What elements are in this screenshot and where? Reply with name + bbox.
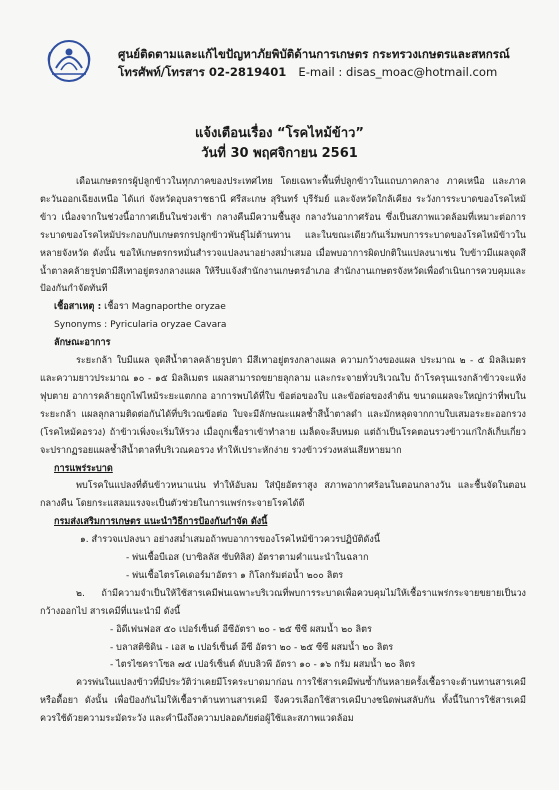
document-date: วันที่ 30 พฤศจิกายน 2561 bbox=[201, 146, 358, 161]
symptoms-heading: ลักษณะอาการ bbox=[54, 338, 111, 349]
synonyms-line: Synonyms : Pyricularia oryzae Cavara bbox=[54, 320, 227, 331]
chemical-item-2: - บลาสติซิดิน - เอส ๒ เปอร์เซ็นต์ อีซี อัตรา ๒๐ - ๒๕ ซีซี ผสมน้ำ ๒๐ ลิตร bbox=[110, 642, 394, 653]
pathogen-label: เชื้อสาเหตุ : bbox=[54, 302, 102, 313]
advice-item-1b: - พ่นเชื้อไตรโคเดอร์มาอัตรา ๑ กิโลกรัมต่อน้ำ ๒๐๐ ลิตร bbox=[126, 570, 344, 581]
ministry-logo-icon bbox=[44, 38, 94, 84]
closing-paragraph: ควรพ่นในแปลงข้าวที่มีประวัติว่าเคยมีโรคระบาดมาก่อน การใช้สารเคมีพ่นซ้ำกันหลายครั้งเชื้อราจะต้านทานสารเคมีหรือดื้อยา ดังนั้น เพื่อป้องกันไม่ให้เชื้อราต้านทานสารเคมี จึงควรเลือกใช้สารเคมีบางชนิดพ่นสลับกัน ทั้งนี้ในการใช้สารเคมีควรใช้ด้วยความระมัดระวัง และคำนึงถึงความปลอดภัยต่อผู้ใช้และสภาพแวดล้อม bbox=[40, 678, 526, 725]
advice-heading: กรมส่งเสริมการเกษตร แนะนำวิธีการป้องกันกำจัด ดังนี้ bbox=[54, 517, 268, 528]
advice-item-2: ๒. ถ้ามีความจำเป็นให้ใช้สารเคมีพ่นเฉพาะบริเวณที่พบการระบาดเพื่อควบคุมไม่ให้เชื้อราแพร่กระจายขยายเป็นวงกว้างออกไป สารเคมีที่แนะนำมี ดังนี้ bbox=[40, 588, 526, 617]
pathogen-line bbox=[40, 299, 526, 317]
pathogen-value: เชื้อรา Magnaporthe oryzae bbox=[104, 302, 226, 313]
document-body bbox=[40, 174, 526, 729]
chemical-item-3: - ไตรไซคราโซล ๗๕ เปอร์เซ็นต์ ดับบลิวพี อัตรา ๑๐ - ๑๖ กรัม ผสมน้ำ ๒๐ ลิตร bbox=[110, 660, 416, 671]
spread-heading: การแพร่ระบาด bbox=[54, 463, 113, 474]
header-contact bbox=[118, 64, 497, 82]
intro-paragraph: เดือนเกษตรกรผู้ปลูกข้าวในทุกภาคของประเทศไทย โดยเฉพาะพื้นที่ปลูกข้าวในแถบภาคกลาง ภาคเหนือ และภาคตะวันออกเฉียงเหนือ ได้แก่ จังหวัดอุบลราชธานี ศรีสะเกษ สุรินทร์ บุรีรัมย์ และจังหวัดใกล้เคียง ระวังการระบาดของโรคไหม้ข้าว เนื่องจากในช่วงนี้อากาศเย็นในช่วงเช้า กลางคืนมีความชื้นสูง กลางวันอากาศร้อน ซึ่งเป็นสภาพแวดล้อมที่เหมาะต่อการระบาดของโรคไหม้ประกอบกับเกษตรกรปลูกข้าวพันธุ์ไม่ต้านทาน และในขณะเดียวกันเริ่มพบการระบาดของโรคไหม้ข้าวในหลายจังหวัด ดังนั้น ขอให้เกษตรกรหมั่นสำรวจแปลงนาอย่างสม่ำเสมอ เมื่อพบอาการผิดปกติในแปลงนาเช่น ใบข้าวมีแผลจุดสีน้ำตาลคล้ายรูปตามีสีเทาอยู่ตรงกลางแผล ให้รีบแจ้งสำนักงานเกษตรอำเภอ สำนักงานเกษตรจังหวัดเพื่อดำเนินการควบคุมและป้องกันกำจัดทันที bbox=[40, 177, 526, 295]
advice-item-1a: - พ่นเชื้อบีเอส (บาซิลลัส ซับทิลิส) อัตราตามคำแนะนำในฉลาก bbox=[126, 553, 369, 564]
spread-paragraph: พบโรคในแปลงที่ต้นข้าวหนาแน่น ทำให้อับลม ใส่ปุ๋ยอัตราสูง สภาพอากาศร้อนในตอนกลางวัน และชื้นจัดในตอนกลางคืน โดยกระแสลมแรงจะเป็นตัวช่วยในการแพร่กระจายโรคได้ดี bbox=[40, 481, 526, 510]
symptoms-paragraph: ระยะกล้า ใบมีแผล จุดสีน้ำตาลคล้ายรูปตา มีสีเทาอยู่ตรงกลางแผล ความกว้างของแผล ประมาณ ๒ - ๕ มิลลิเมตร และความยาวประมาณ ๑๐ - ๑๕ มิลลิเมตร แผลสามารถขยายลุกลาม และกระจายทั่วบริเวณใบ ถ้าโรครุนแรงกล้าข้าวจะแห้งฟุบตาย อาการคล้ายถูกไฟไหม้ระยะแตกกอ อาการพบได้ที่ใบ ข้อต่อของใบ และข้อต่อของลำต้น ขนาดแผลจะใหญ่กว่าที่พบในระยะกล้า แผลลุกลามติดต่อกันได้ที่บริเวณข้อต่อ ใบจะมีลักษณะแผลช้ำสีน้ำตาลดำ และมักหลุดจากกาบใบเสมอระยะออกรวง (โรคไหม้คอรวง) ถ้าข้าวเพิ่งจะเริ่มให้รวง เมื่อถูกเชื้อราเข้าทำลาย เมล็ดจะลีบหมด แต่ถ้าเป็นโรคตอนรวงข้าวแก่ใกล้เก็บเกี่ยว จะปรากฏรอยแผลช้ำสีน้ำตาลที่บริเวณคอรวง ทำให้เปราะหักง่าย รวงข้าวร่วงหล่นเสียหายมาก bbox=[40, 356, 526, 456]
header-phone: โทรศัพท์/โทรสาร 02-2819401 bbox=[118, 65, 287, 79]
header-email: E-mail : disas_moac@hotmail.com bbox=[298, 65, 498, 79]
advice-item-1: ๑. สำรวจแปลงนา อย่างสม่ำเสมอถ้าพบอาการของโรคไหม้ข้าวควรปฏิบัติดังนี้ bbox=[80, 535, 381, 546]
header-agency-name: ศูนย์ติดตามและแก้ไขปัญหาภัยพิบัติด้านการเกษตร กระทรวงเกษตรและสหกรณ์ bbox=[118, 47, 510, 61]
document-title: แจ้งเตือนเรื่อง “โรคไหม้ข้าว” bbox=[195, 126, 364, 141]
chemical-item-1: - อิดีเฟนฟอส ๕๐ เปอร์เซ็นต์ อีซีอัตรา ๒๐ - ๒๕ ซีซี ผสมน้ำ ๒๐ ลิตร bbox=[110, 624, 372, 635]
